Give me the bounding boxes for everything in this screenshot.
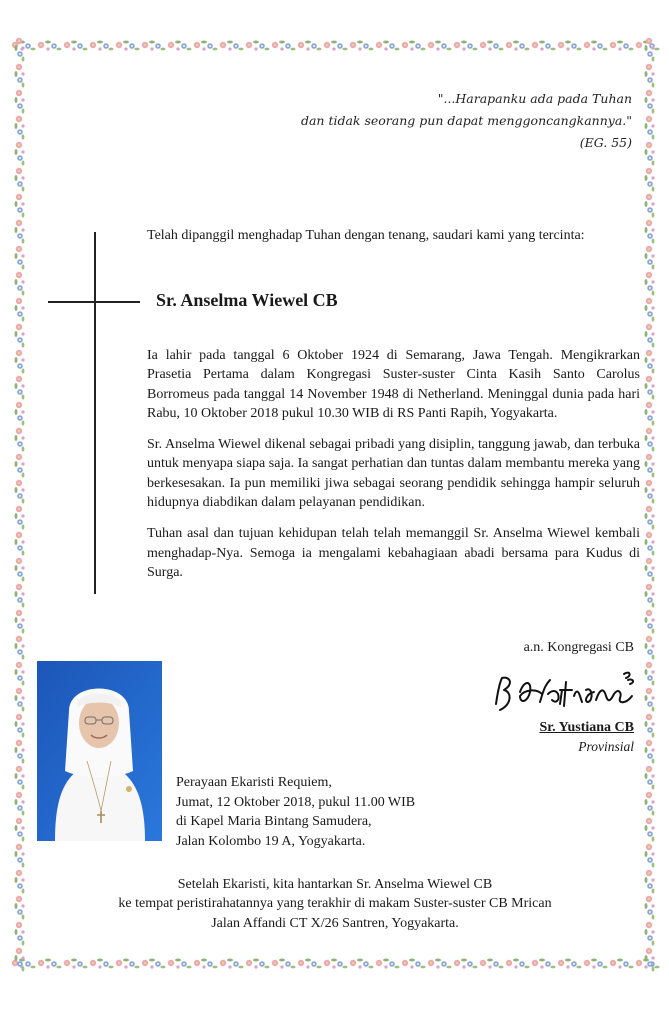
signer-title: Provinsial (578, 739, 634, 754)
signer-name: Sr. Yustiana CB (539, 720, 634, 735)
on-behalf-text: a.n. Kongregasi CB (523, 640, 634, 655)
quote-line-1: "...Harapanku ada pada Tuhan (437, 91, 632, 106)
closing-line-2: ke tempat peristirahatannya yang terakhir di makam Suster-suster CB Mrican (118, 896, 552, 912)
requiem-mass-info (176, 773, 415, 851)
obituary-body (147, 346, 640, 594)
closing-line-3: Jalan Affandi CT X/26 Santren, Yogyakarta. (211, 915, 459, 931)
prayer-paragraph: Tuhan asal dan tujuan kehidupan telah telah memanggil Sr. Anselma Wiewel kembali menghadap-Nya. Semoga ia mengalami kebahagiaan abadi bersama para Kudus di Surga. (147, 526, 640, 580)
quote-line-2: dan tidak seorang pun dapat menggoncangkannya." (300, 113, 632, 128)
deceased-name: Sr. Anselma Wiewel CB (156, 290, 338, 310)
character-paragraph: Sr. Anselma Wiewel dikenal sebagai pribadi yang disiplin, tanggung jawab, dan terbuka untuk menyapa siapa saja. Ia sangat perhatian dan tuntas dalam membantu mereka yang berkesesakan. Ia pun memiliki jiwa sebagai seorang pendidik sehingga hampir seluruh hidupnya diabdikan dalam pelayanan pendidikan. (147, 437, 640, 511)
mass-line-3: di Kapel Maria Bintang Samudera, (176, 814, 372, 829)
mass-line-2: Jumat, 12 Oktober 2018, pukul 11.00 WIB (176, 794, 416, 810)
cross-horizontal (48, 301, 140, 303)
closing-line-1: Setelah Ekaristi, kita hantarkan Sr. Anselma Wiewel CB (177, 877, 493, 892)
portrait-photo (37, 661, 162, 841)
biography-paragraph: Ia lahir pada tanggal 6 Oktober 1924 di Semarang, Jawa Tengah. Mengikrarkan Prasetia Pertama dalam Kongregasi Suster-suster Cinta Kasih Santo Carolus Borromeus pada tanggal 14 November 1948 di Netherland. Meninggal dunia pada hari Rabu, 10 Oktober 2018 pukul 10.30 WIB di RS Panti Rapih, Yogyakarta. (147, 348, 640, 421)
burial-info (40, 875, 630, 933)
cross-vertical (94, 232, 96, 594)
scripture-quote (301, 88, 632, 154)
mass-line-1: Perayaan Ekaristi Requiem, (176, 775, 332, 790)
quote-reference: (EG. 55) (579, 135, 632, 150)
mass-line-4: Jalan Kolombo 19 A, Yogyakarta. (176, 833, 366, 849)
handwritten-signature (490, 660, 640, 720)
intro-text: Telah dipanggil menghadap Tuhan dengan tenang, saudari kami yang tercinta: (147, 228, 585, 243)
